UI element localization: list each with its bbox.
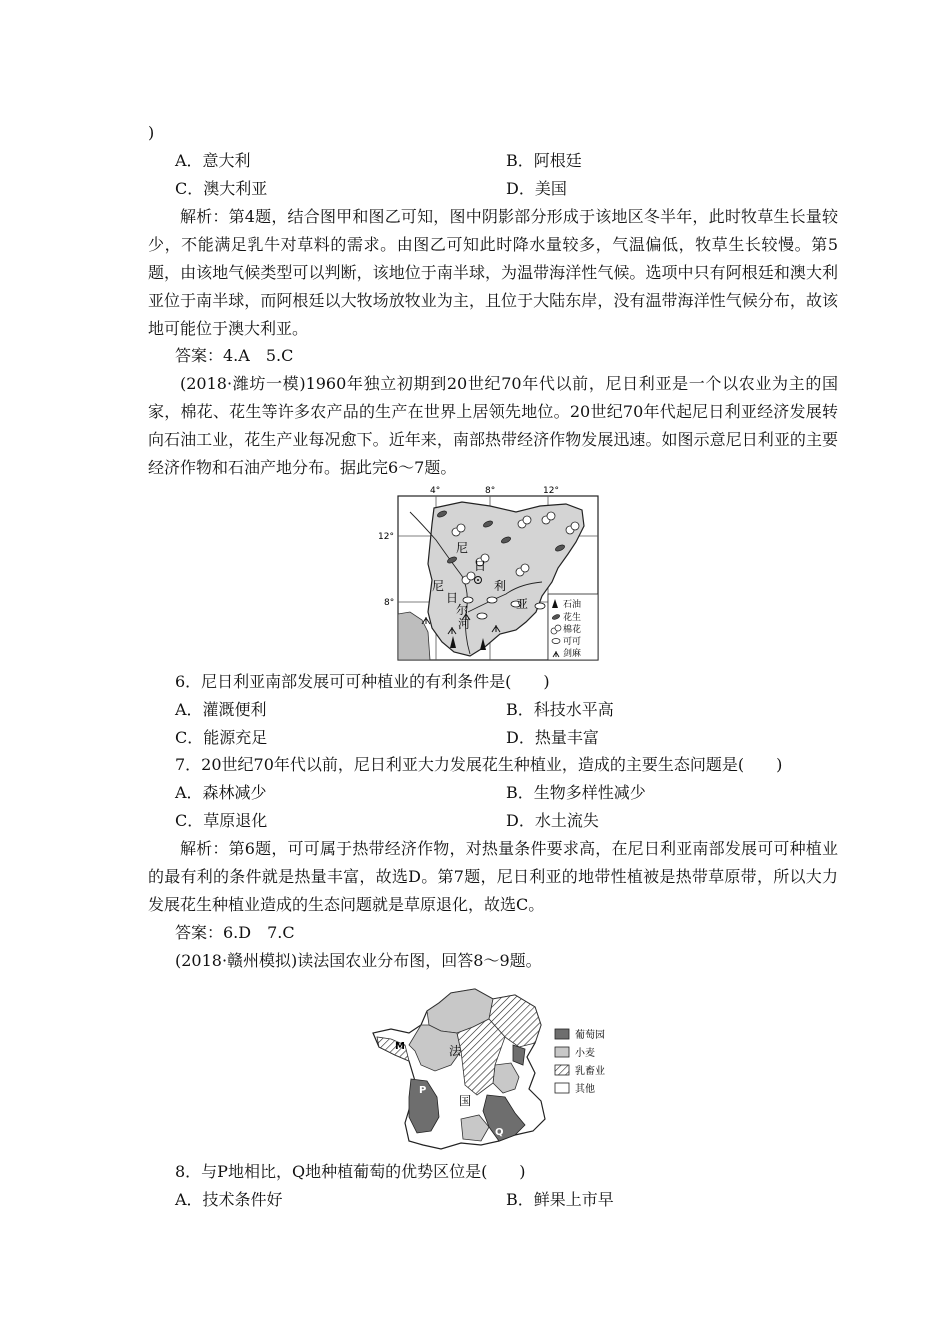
lat-label-12: 12°	[378, 532, 394, 542]
intro-8-9: (2018·赣州模拟)读法国农业分布图，回答8～9题。	[175, 951, 542, 970]
legend-dairy: 乳畜业	[575, 1066, 605, 1077]
wheat-swatch	[555, 1047, 569, 1057]
lon-label-4: 4°	[430, 486, 441, 496]
intro-6-7-text: (2018·潍坊一模)1960年独立初期到20世纪70年代以前，尼日利亚是一个以农业为主的国家，棉花、花生等许多农产品的生产在世界上居领先地位。20世纪70年代起尼日利亚经济发展转向石油工业，花生产业每况愈下。近年来，南部热带经济作物发展迅速。如图示意尼日利亚的主要经济作物和石油产地分布。据此完6～7题。	[148, 374, 838, 477]
analysis-6-7	[148, 835, 838, 919]
lon-label-12: 12°	[543, 486, 559, 496]
france-label-q: Q	[495, 1127, 504, 1138]
river-char-4: 河	[458, 617, 471, 631]
legend-sisal: 剑麻	[563, 649, 582, 659]
continuation-paren: )	[148, 123, 155, 142]
france-label-fa: 法	[449, 1044, 462, 1058]
lon-label-8: 8°	[485, 486, 496, 496]
q6-option-d: D．热量丰富	[506, 728, 599, 747]
france-label-p: P	[419, 1085, 427, 1096]
intro-6-7	[148, 370, 838, 482]
cocoa-icon	[552, 639, 560, 644]
analysis-4-5-text: 解析：第4题，结合图甲和图乙可知，图中阴影部分形成于该地区冬半年，此时牧草生长量较少，不能满足乳牛对草料的需求。由图乙可知此时降水量较多，气温偏低，牧草生长较慢。第5题，由该地气候类型可以判断，该地位于南半球，为温带海洋性气候。选项中只有阿根廷和澳大利亚位于南半球，而阿根廷以大牧场放牧业为主，且位于大陆东岸，没有温带海洋性气候分布，故该地可能位于澳大利亚。	[148, 207, 838, 338]
river-char-1: 尼	[432, 579, 445, 593]
country-char-2: 日	[474, 559, 487, 573]
country-char-1: 尼	[456, 541, 469, 555]
country-char-3: 利	[494, 579, 507, 593]
analysis-6-7-text: 解析：第6题，可可属于热带经济作物，对热量条件要求高，在尼日利亚南部发展可可种植业的最有利的条件就是热量丰富，故选D。第7题，尼日利亚的地带性植被是热带草原带，所以大力发展花生种植业造成的生态问题就是草原退化，故选C。	[148, 839, 838, 914]
legend-groundnut: 花生	[563, 613, 582, 623]
q6-option-c: C．能源充足	[175, 728, 268, 747]
france-label-guo: 国	[459, 1094, 472, 1108]
q5-option-b: B．阿根廷	[506, 151, 582, 170]
legend-vineyard: 葡萄园	[575, 1030, 605, 1041]
answer-6-7: 答案：6.D 7.C	[175, 923, 295, 942]
vineyard-swatch	[555, 1029, 569, 1039]
q8-option-b: B．鲜果上市早	[506, 1190, 614, 1209]
q6-option-b: B．科技水平高	[506, 700, 614, 719]
legend-cocoa: 可可	[563, 637, 582, 647]
q7-stem: 7．20世纪70年代以前，尼日利亚大力发展花生种植业，造成的主要生态问题是( )	[175, 755, 783, 774]
q8-option-a: A．技术条件好	[175, 1190, 283, 1209]
q6-stem: 6．尼日利亚南部发展可可种植业的有利条件是( )	[175, 672, 550, 691]
answer-4-5: 答案：4.A 5.C	[175, 346, 294, 365]
river-char-3: 尔	[456, 603, 469, 617]
q5-option-d: D．美国	[506, 179, 567, 198]
legend-cotton: 棉花	[563, 625, 582, 635]
q5-option-c: C．澳大利亚	[175, 179, 268, 198]
lat-label-8: 8°	[384, 598, 395, 608]
france-map	[365, 985, 625, 1157]
legend-other: 其他	[575, 1084, 595, 1095]
analysis-4-5	[148, 203, 838, 343]
q7-option-d: D．水土流失	[506, 811, 599, 830]
legend-wheat: 小麦	[575, 1048, 595, 1059]
q7-option-c: C．草原退化	[175, 811, 268, 830]
country-char-4: 亚	[516, 597, 529, 611]
river-char-2: 日	[446, 591, 459, 605]
q7-option-a: A．森林减少	[175, 783, 267, 802]
q8-stem: 8．与P地相比，Q地种植葡萄的优势区位是( )	[175, 1162, 526, 1181]
other-swatch	[555, 1083, 569, 1093]
dairy-swatch	[555, 1065, 569, 1075]
q7-option-b: B．生物多样性减少	[506, 783, 646, 802]
france-label-m: M	[395, 1041, 405, 1052]
nigeria-map	[370, 484, 602, 664]
q5-option-a: A．意大利	[175, 151, 251, 170]
legend-oil: 石油	[563, 600, 582, 610]
q6-option-a: A．灌溉便利	[175, 700, 267, 719]
